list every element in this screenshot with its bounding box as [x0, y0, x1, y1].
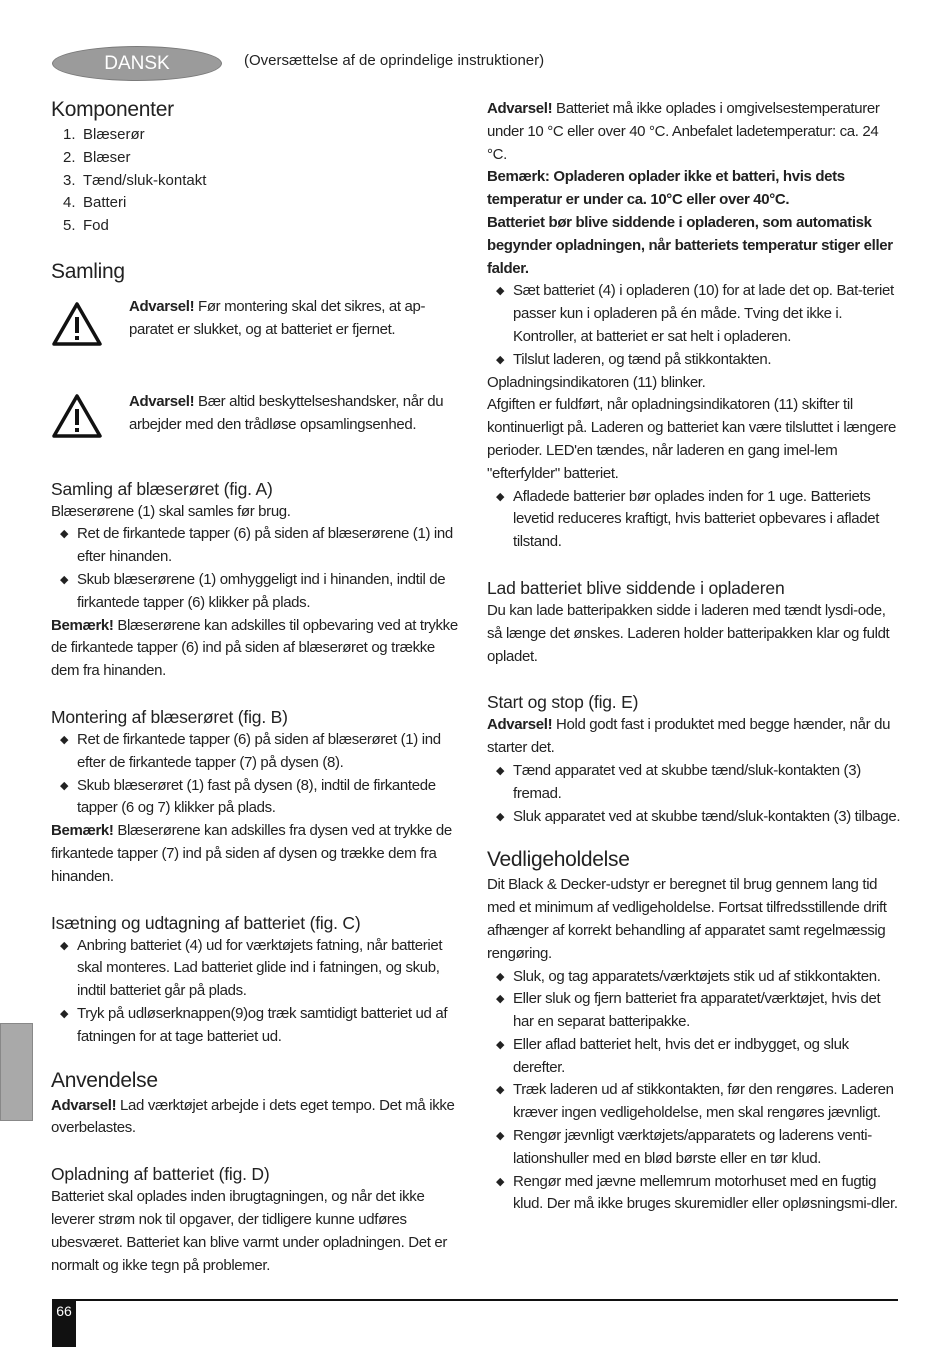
list-item: ◆ Rengør med jævne mellemrum motorhuset med en fugtig klud. Der må ikke bruges skuremidler eller opløsningsmi-dler. [496, 1172, 898, 1213]
warning-triangle-icon [51, 391, 129, 447]
list-item: ◆ Ret de firkantede tapper (6) på siden af blæserøret (1) ind efter de firkantede tapper (7) på dysen (8). [60, 730, 441, 771]
warning-triangle-icon [51, 296, 129, 355]
language-badge: DANSK [52, 46, 222, 81]
isaetning-heading: Isætning og udtagning af batteriet (fig. C) [51, 912, 361, 933]
list-item: ◆ Eller sluk og fjern batteriet fra apparatet/værktøjet, hvis det har en separat batteripakke. [496, 990, 881, 1031]
list-item: ◆ Sluk apparatet ved at skubbe tænd/sluk-kontakten (3) tilbage. [496, 807, 901, 825]
opladning-text: Batteriet skal oplades inden ibrugtagningen, og når det ikke leverer strøm nok til opgaver, der tidligere kunne udføres ubesværet. Batteriet kan blive varmt under opladningen. Det er normalt og ikke tegn på problemer. [51, 1188, 448, 1274]
start-warning: Advarsel! Hold godt fast i produktet med begge hænder, når du starter det. [487, 716, 891, 757]
montering-heading: Montering af blæserøret (fig. B) [51, 706, 288, 727]
list-item: ◆ Afladede batterier bør oplades inden for 1 uge. Batteriets levetid reduceres kraftigt, hvis batteriet opbevares i afladet tilstand. [496, 487, 880, 551]
warning-block: Advarsel! Før montering skal det sikres, at ap-paratet er slukket, og at batteriet er fjernet. [51, 296, 466, 355]
komponenter-list [51, 124, 466, 238]
samling-note: Bemærk! Blæserørene kan adskilles til opbevaring ved at trykke de firkantede tapper (6) ind på siden af blæserøret og trække dem fra hinanden. [51, 616, 458, 680]
page-number: 66 [52, 1301, 76, 1347]
vedligeholdelse-heading: Vedligeholdelse [487, 848, 630, 872]
temp-note: Bemærk: Opladeren oplader ikke et batteri, hvis dets temperatur er under ca. 10°C eller over 40°C. [487, 168, 845, 209]
list-item: ◆ Rengør jævnligt værktøjets/apparatets og laderens venti-lationshuller med en blød børste eller en tør klud. [496, 1127, 872, 1167]
lad-heading: Lad batteriet blive siddende i opladeren [487, 577, 785, 598]
anvendelse-text: Advarsel! Lad værktøjet arbejde i dets eget tempo. Det må ikke overbelastes. [51, 1096, 455, 1137]
list-item: ◆ Tilslut laderen, og tænd på stikkontakten. [496, 350, 772, 368]
left-column [51, 96, 466, 1277]
list-item: ◆ Sluk, og tag apparatets/værktøjets stik ud af stikkontakten. [496, 967, 881, 985]
list-item: ◆ Tryk på udløserknappen(9)og træk samtidigt batteriet ud af fatningen for at tage batteriet ud. [60, 1004, 448, 1045]
list-item: 3. Tænd/sluk-kontakt [63, 171, 207, 189]
batteri-note: Batteriet bør blive siddende i opladeren, som automatisk begynder opladningen, når batteriets temperatur stiger eller falder. [487, 213, 893, 277]
indicator-text: Opladningsindikatoren (11) blinker. [487, 373, 706, 391]
right-column [487, 98, 902, 1216]
list-item: ◆ Ret de firkantede tapper (6) på siden af blæserørene (1) ind efter hinanden. [60, 525, 453, 566]
list-item: ◆ Tænd apparatet ved at skubbe tænd/sluk-kontakten (3) fremad. [496, 761, 861, 802]
section-tab [0, 1023, 33, 1121]
list-item: ◆ Eller aflad batteriet helt, hvis det er indbygget, og sluk derefter. [496, 1035, 849, 1076]
lad-text: Du kan lade batteripakken sidde i laderen med tændt lysdi-ode, så længe det ønskes. Laderen holder batteripakken klar og fuldt opladet. [487, 601, 890, 665]
vedligeholdelse-text: Dit Black & Decker-udstyr er beregnet til brug gennem lang tid med et minimum af vedligeholdelse. Fortsat tilfredsstillende drift afhænger af korrekt behandling af apparatet samt regelmæssig rengøring. [487, 876, 887, 962]
list-item: ◆ Træk laderen ud af stikkontakten, før den rengøres. Laderen kræver ingen vedligeholdelse, men skal rengøres jævnligt. [496, 1081, 894, 1122]
list-item: 1. Blæserør [63, 126, 145, 143]
samling-blaeser-heading: Samling af blæserøret (fig. A) [51, 478, 273, 499]
anvendelse-heading: Anvendelse [51, 1068, 158, 1092]
list-item: ◆ Anbring batteriet (4) ud for værktøjets fatning, når batteriet skal monteres. Lad batteriet glide ind i fatningen, og skub, indtil batteriet går på plads. [60, 936, 443, 1000]
translation-subtitle: (Oversættelse af de oprindelige instruktioner) [244, 52, 545, 69]
start-heading: Start og stop (fig. E) [487, 692, 639, 713]
warning-block: Advarsel! Bær altid beskyttelseshandsker, når du arbejder med den trådløse opsamlingsenhed. [51, 391, 466, 447]
list-item: ◆ Sæt batteriet (4) i opladeren (10) for at lade det op. Bat-teriet passer kun i opladeren på én måde. Tving det ikke i. Kontroller, at batteriet er sat helt i opladeren. [496, 282, 894, 345]
list-item: 4. Batteri [63, 194, 127, 212]
footer-rule [52, 1299, 898, 1301]
list-item: 5. Fod [63, 217, 109, 235]
samling-heading: Samling [51, 259, 125, 283]
temp-warning: Advarsel! Batteriet må ikke oplades i omgivelsestemperaturer under 10 °C eller over 40 °C. Anbefalet ladetemperatur: ca. 24 °C. [487, 100, 880, 163]
montering-note: Bemærk! Blæserørene kan adskilles fra dysen ved at trykke de firkantede tapper (7) ind på siden af dysen og trække dem fra hinanden. [51, 822, 452, 885]
opladning-heading: Opladning af batteriet (fig. D) [51, 1164, 270, 1185]
list-item: 2. Blæser [63, 148, 131, 166]
samling-blaeser-intro: Blæserørene (1) skal samles før brug. [51, 502, 291, 520]
list-item: ◆ Skub blæserøret (1) fast på dysen (8), indtil de firkantede tapper (6 og 7) klikker på plads. [60, 776, 436, 817]
komponenter-heading: Komponenter [51, 98, 174, 121]
afgiften-text: Afgiften er fuldført, når opladningsindikatoren (11) skifter til kontinuerligt på. Laderen og batteriet kan være tilsluttet i længere perioder. LED'en tændes, når laderen en gang imel-lem "efterfylder" batteriet. [487, 396, 896, 482]
list-item: ◆ Skub blæserørene (1) omhyggeligt ind i hinanden, indtil de firkantede tapper (6) klikker på plads. [60, 570, 446, 611]
